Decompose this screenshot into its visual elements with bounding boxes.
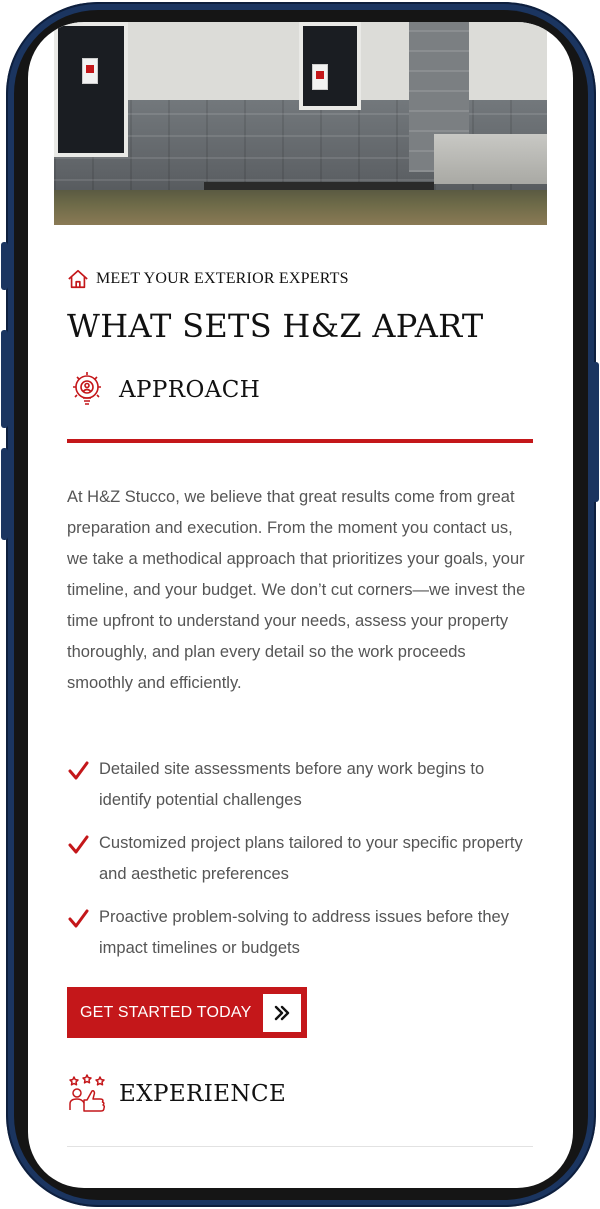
approach-description: At H&Z Stucco, we believe that great results come from great preparation and execution. From the moment you contact us, we take a methodical approach that prioritizes your goals, your timeline, and your budget. We don’t cut corners—we invest the time upfront to understand your needs, assess your property thoroughly, and plan every detail so the work proceeds smoothly and efficiently. bbox=[67, 488, 526, 692]
page-title: WHAT SETS H&Z APART bbox=[67, 307, 484, 345]
phone-screen[interactable] bbox=[28, 22, 573, 1188]
list-item bbox=[67, 754, 533, 816]
thumbs-up-stars-icon bbox=[67, 1074, 107, 1114]
check-icon bbox=[67, 908, 89, 930]
check-icon bbox=[67, 760, 89, 782]
experience-heading bbox=[67, 1074, 533, 1114]
approach-title: APPROACH bbox=[119, 377, 261, 403]
benefit-list bbox=[67, 754, 533, 976]
hero-window-sign bbox=[82, 58, 98, 84]
eyebrow-text: MEET YOUR EXTERIOR EXPERTS bbox=[96, 270, 349, 287]
phone-side-button bbox=[1, 242, 8, 290]
benefit-text: Proactive problem-solving to address issues before they impact timelines or budgets bbox=[99, 908, 509, 957]
get-started-label: GET STARTED TODAY bbox=[80, 1003, 252, 1021]
get-started-button[interactable] bbox=[67, 987, 307, 1038]
accent-divider bbox=[67, 439, 533, 443]
section-divider bbox=[67, 1146, 533, 1147]
check-icon bbox=[67, 834, 89, 856]
phone-side-button bbox=[1, 330, 8, 428]
hero-window-sign bbox=[312, 64, 328, 90]
hero-steps bbox=[434, 134, 547, 184]
list-item bbox=[67, 902, 533, 964]
phone-side-button bbox=[592, 362, 599, 502]
double-chevron-right-icon bbox=[263, 994, 301, 1032]
home-icon bbox=[67, 268, 89, 290]
eyebrow bbox=[67, 268, 533, 290]
hero-ground bbox=[54, 190, 547, 225]
experience-title: EXPERIENCE bbox=[119, 1081, 287, 1107]
approach-heading bbox=[67, 370, 533, 410]
hero-image bbox=[54, 22, 547, 225]
benefit-text: Customized project plans tailored to your specific property and aesthetic preferences bbox=[99, 834, 523, 883]
lightbulb-gear-icon bbox=[67, 370, 107, 410]
list-item bbox=[67, 828, 533, 890]
benefit-text: Detailed site assessments before any work begins to identify potential challenges bbox=[99, 760, 485, 809]
hero-window bbox=[299, 22, 361, 110]
hero-window bbox=[54, 22, 128, 157]
phone-side-button bbox=[1, 448, 8, 540]
